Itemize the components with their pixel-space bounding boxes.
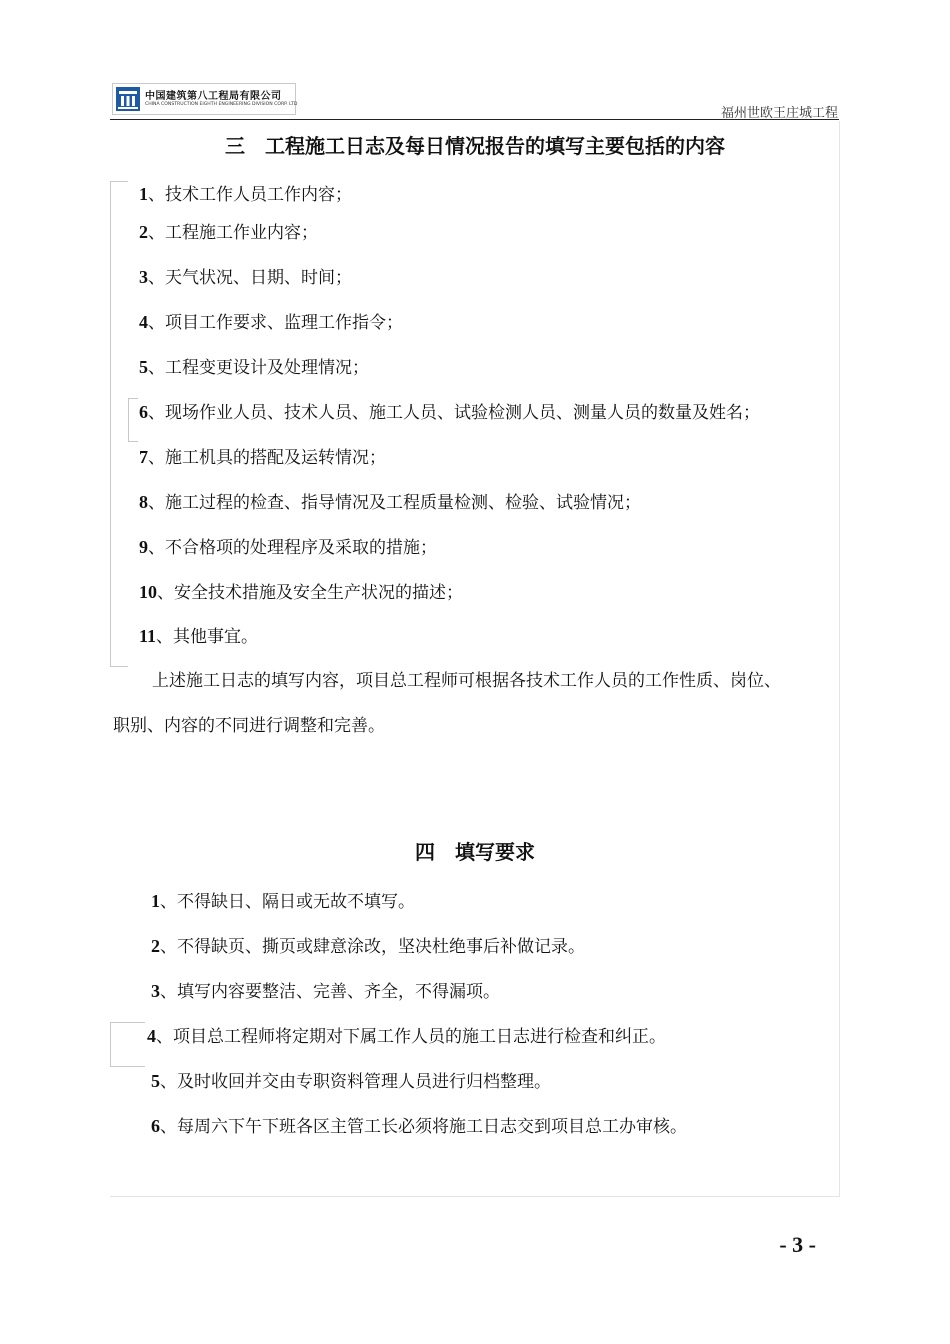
list-item (151, 890, 415, 913)
list-bracket-mark (128, 398, 138, 442)
list-item-number: 4 (139, 312, 148, 332)
list-item-number: 10 (139, 582, 157, 602)
list-item-number: 8 (139, 492, 148, 512)
list-item (139, 266, 352, 289)
list-item-text: 、不得缺日、隔日或无故不填写。 (160, 892, 415, 912)
list-item-number: 6 (151, 1116, 160, 1136)
list-item-text: 、施工机具的搭配及运转情况； (148, 448, 386, 468)
building-logo-icon (116, 87, 140, 111)
list-bracket-mark (110, 1022, 145, 1067)
list-item-number: 7 (139, 447, 148, 467)
list-item-text: 、天气状况、日期、时间； (148, 268, 352, 288)
list-item-number: 3 (139, 267, 148, 287)
page-number: - 3 - (779, 1232, 816, 1257)
list-item (139, 581, 463, 604)
list-item (139, 401, 760, 424)
logo-company-name-cn: 中国建筑第八工程局有限公司 (145, 91, 282, 102)
list-item-number: 3 (151, 981, 160, 1001)
list-item (139, 311, 403, 334)
list-item (151, 935, 585, 958)
list-item-text: 、项目工作要求、监理工作指令； (148, 313, 403, 333)
header-divider (110, 119, 839, 120)
list-item-number: 5 (151, 1071, 160, 1091)
list-item-text: 、不得缺页、撕页或肆意涂改，坚决杜绝事后补做记录。 (160, 937, 585, 957)
company-logo (112, 83, 296, 115)
list-item-text: 、及时收回并交由专职资料管理人员进行归档整理。 (160, 1072, 551, 1092)
list-item (139, 356, 369, 379)
list-item-text: 、每周六下午下班各区主管工长必须将施工日志交到项目总工办审核。 (160, 1117, 687, 1137)
list-item (151, 1070, 551, 1093)
logo-company-name-en: CHINA CONSTRUCTION EIGHTH ENGINEERING DIVISION CORP. LTD (145, 102, 298, 107)
list-item-text: 、技术工作人员工作内容； (148, 185, 352, 205)
list-item (139, 446, 386, 469)
list-item-text: 、工程施工作业内容； (148, 223, 318, 243)
list-item-number: 1 (151, 891, 160, 911)
list-item-text: 、项目总工程师将定期对下属工作人员的施工日志进行检查和纠正。 (156, 1027, 666, 1047)
list-item-number: 11 (139, 626, 157, 646)
section-4-title: 四 填写要求 (415, 840, 535, 864)
list-item (151, 1115, 687, 1138)
list-item (139, 221, 318, 244)
list-item-number: 2 (139, 222, 148, 242)
list-item-number: 6 (139, 402, 148, 422)
list-item-text: 、现场作业人员、技术人员、施工人员、试验检测人员、测量人员的数量及姓名； (148, 403, 760, 423)
list-item (147, 1025, 666, 1048)
list-item (151, 980, 500, 1003)
list-item-text: 、安全技术措施及安全生产状况的描述； (157, 583, 463, 603)
list-item-text: 、施工过程的检查、指导情况及工程质量检测、检验、试验情况； (148, 493, 641, 513)
project-name: 福州世欧王庄城工程 (720, 106, 838, 121)
paragraph-line: 上述施工日志的填写内容，项目总工程师可根据各技术工作人员的工作性质、岗位、 (152, 671, 781, 691)
paragraph-line: 职别、内容的不同进行调整和完善。 (113, 716, 385, 736)
list-item-text: 、不合格项的处理程序及采取的措施； (148, 538, 437, 558)
list-item-text: 、其他事宜。 (156, 627, 259, 647)
section-3-title: 三 工程施工日志及每日情况报告的填写主要包括的内容 (225, 134, 725, 158)
list-item-text: 、工程变更设计及处理情况； (148, 358, 369, 378)
list-item (139, 536, 437, 559)
list-item (139, 491, 641, 514)
list-item-number: 4 (147, 1026, 156, 1046)
list-bracket-mark (110, 181, 128, 667)
list-item-number: 9 (139, 537, 148, 557)
list-item-number: 2 (151, 936, 160, 956)
list-item (139, 183, 352, 206)
list-item (139, 625, 258, 648)
list-item-text: 、填写内容要整洁、完善、齐全，不得漏项。 (160, 982, 500, 1002)
list-item-number: 1 (139, 184, 148, 204)
list-item-number: 5 (139, 357, 148, 377)
